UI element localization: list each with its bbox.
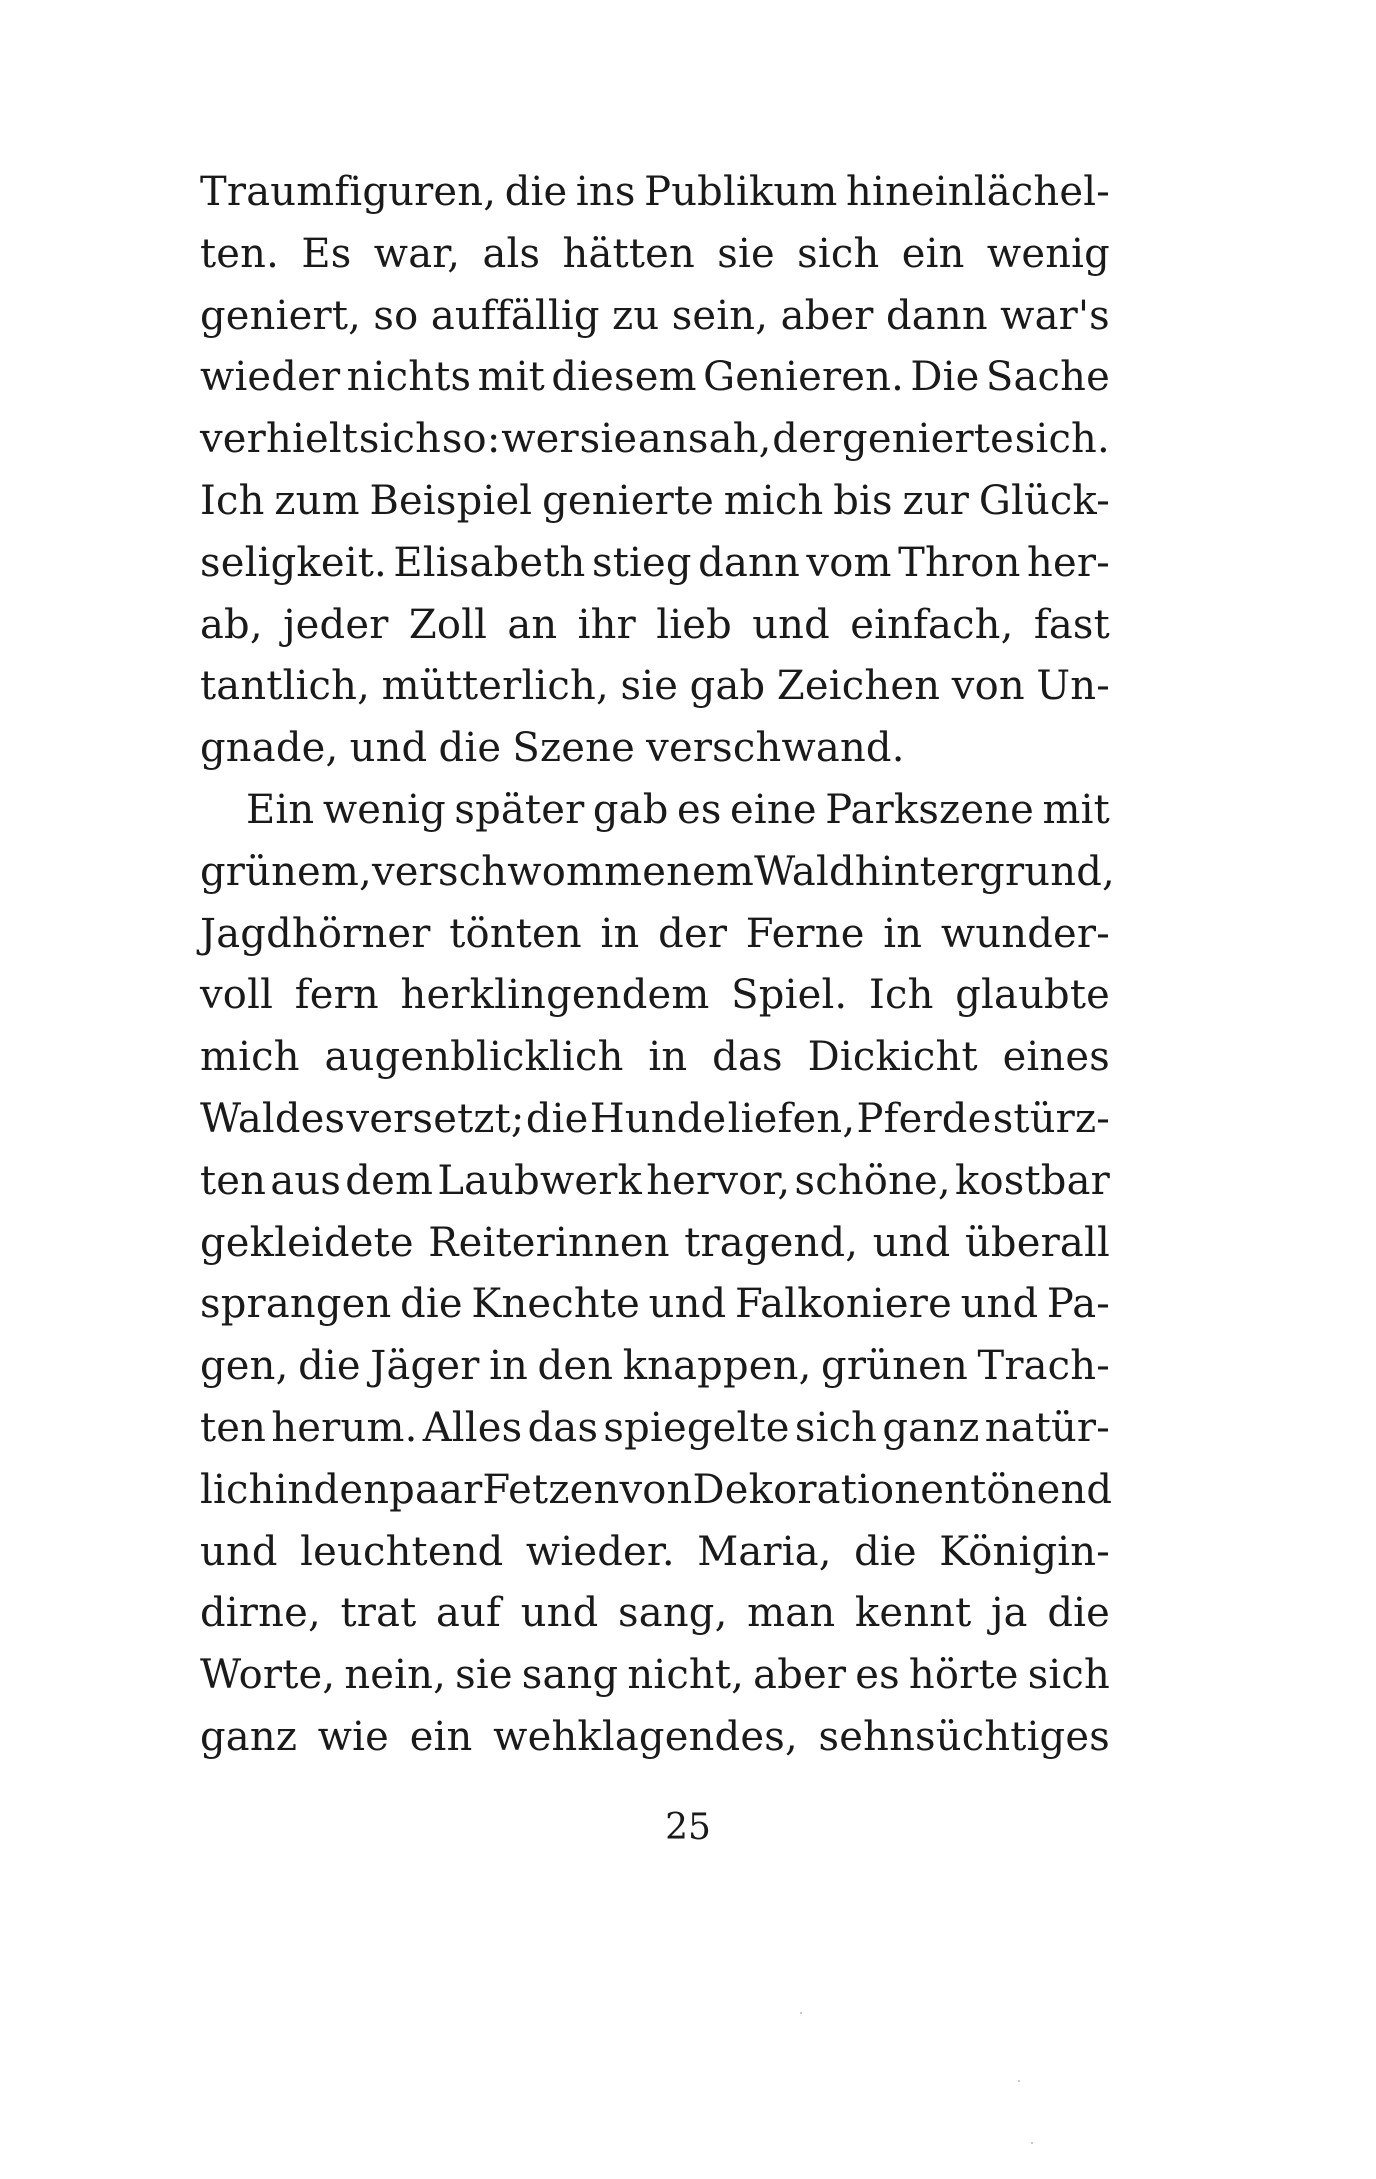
- word: hörte: [908, 1652, 1019, 1699]
- text-line: [200, 1707, 1110, 1769]
- word: Dickicht: [807, 1034, 978, 1081]
- word: die: [1047, 1590, 1110, 1637]
- word: das: [712, 1034, 783, 1081]
- word: Trach-: [977, 1343, 1110, 1390]
- text-line: [200, 1274, 1110, 1336]
- word: überall: [964, 1219, 1110, 1266]
- word: man: [747, 1590, 836, 1637]
- word: sang: [521, 1652, 619, 1699]
- word: Die: [910, 354, 980, 401]
- word: und: [349, 725, 428, 772]
- word: in: [489, 1343, 529, 1390]
- word: nein,: [344, 1652, 447, 1699]
- word: und: [648, 1281, 727, 1328]
- word: tönend: [970, 1466, 1113, 1513]
- word: und: [872, 1219, 951, 1266]
- text-line: [200, 904, 1110, 966]
- scan-speck: [1031, 2142, 1033, 2144]
- word: Pferde: [856, 1095, 992, 1142]
- word: genierte: [842, 416, 1014, 463]
- word: knappen,: [622, 1343, 812, 1390]
- word: schöne,: [794, 1157, 951, 1204]
- word: Publikum: [644, 169, 838, 215]
- word: vom: [806, 539, 892, 586]
- text-line: [200, 224, 1110, 286]
- word: war,: [373, 230, 461, 277]
- word: Thron: [898, 539, 1021, 586]
- word: ein: [409, 1713, 473, 1760]
- word: so:: [441, 416, 501, 463]
- word: die: [854, 1528, 917, 1575]
- word: sie: [455, 1652, 513, 1699]
- word: gab: [689, 663, 766, 710]
- word: hätten: [562, 230, 695, 277]
- word: sie: [579, 416, 638, 463]
- word: seligkeit.: [200, 539, 387, 586]
- word: eine: [730, 786, 817, 833]
- word: aber: [753, 1652, 847, 1699]
- word: die: [504, 169, 568, 215]
- text-line: [200, 1645, 1110, 1707]
- word: leuchtend: [300, 1528, 504, 1575]
- word: in: [600, 910, 640, 957]
- word: dann: [886, 292, 988, 339]
- word: bis: [833, 477, 893, 524]
- word: ja: [991, 1590, 1028, 1637]
- word: sehnsüchtiges: [818, 1713, 1110, 1760]
- word: Pa-: [1046, 1281, 1110, 1328]
- page-number: 25: [665, 1807, 711, 1848]
- word: augenblicklich: [324, 1034, 624, 1081]
- word: verschwand.: [646, 725, 905, 772]
- word: Hunde: [589, 1095, 727, 1142]
- word: Jagdhörner: [200, 910, 431, 957]
- word: mich: [200, 1034, 300, 1081]
- word: wenig: [986, 230, 1110, 277]
- word: Es: [301, 230, 352, 277]
- word: stürz-: [992, 1095, 1110, 1142]
- word: mit: [1042, 786, 1110, 833]
- word: der: [772, 416, 842, 463]
- word: Zoll: [408, 601, 488, 648]
- word: grünem,: [200, 848, 372, 895]
- word: in: [883, 910, 923, 957]
- word: ansah,: [637, 416, 772, 463]
- word: die: [298, 1343, 361, 1390]
- word: sich.: [1014, 416, 1110, 463]
- word: von: [951, 663, 1025, 710]
- text-line: [200, 409, 1110, 471]
- word: ten: [200, 1404, 267, 1451]
- word: wenig: [322, 786, 446, 833]
- word: Szene: [512, 725, 635, 772]
- word: Maria,: [697, 1528, 832, 1575]
- word: Elisabeth: [393, 539, 586, 586]
- word: verschwommenem: [371, 848, 755, 895]
- word: Alles: [422, 1404, 523, 1451]
- word: dirne,: [200, 1590, 321, 1637]
- word: in: [274, 1466, 314, 1513]
- word: Un-: [1036, 663, 1110, 710]
- word: liefen,: [727, 1095, 856, 1142]
- word: auffällig: [430, 292, 600, 339]
- word: nicht,: [627, 1652, 745, 1699]
- word: Ferne: [745, 910, 865, 957]
- text-line: [200, 1089, 1110, 1151]
- word: den: [537, 1343, 614, 1390]
- word: lich: [200, 1466, 275, 1513]
- word: jeder: [283, 601, 389, 648]
- word: gab: [592, 786, 669, 833]
- word: spiegelte: [603, 1404, 790, 1451]
- word: tantlich,: [200, 663, 371, 710]
- word: kennt: [854, 1590, 972, 1637]
- word: fern: [294, 972, 379, 1019]
- word: sie: [717, 230, 775, 277]
- text-line: [200, 533, 1110, 595]
- word: dann: [698, 539, 800, 586]
- word: Ich: [200, 477, 265, 524]
- word: glaubte: [955, 972, 1110, 1019]
- word: sich: [1027, 1652, 1110, 1699]
- word: es: [855, 1652, 900, 1699]
- word: kostbar: [955, 1157, 1110, 1204]
- body-text: [200, 162, 1115, 1769]
- text-line: [200, 347, 1110, 409]
- text-line: [200, 842, 1115, 904]
- word: Beispiel: [369, 477, 533, 524]
- word: ins: [575, 169, 636, 215]
- word: stieg: [591, 539, 692, 586]
- word: Knechte: [471, 1281, 641, 1328]
- word: Reiterinnen: [428, 1219, 670, 1266]
- word: Fetzen: [482, 1466, 620, 1513]
- word: das: [527, 1404, 599, 1451]
- word: Jäger: [370, 1343, 480, 1390]
- text-line: [200, 718, 1110, 780]
- word: Ein: [246, 786, 315, 833]
- word: Laubwerk: [437, 1157, 642, 1204]
- word: sie: [620, 663, 679, 710]
- word: Falkoniere: [734, 1281, 952, 1328]
- word: mütterlich,: [381, 663, 609, 710]
- word: in: [648, 1034, 688, 1081]
- scan-speck: [1018, 2080, 1020, 2082]
- word: Zeichen: [776, 663, 941, 710]
- word: war's: [1000, 292, 1110, 339]
- text-line: [200, 1522, 1110, 1584]
- word: und: [520, 1590, 599, 1637]
- word: Worte,: [200, 1652, 336, 1699]
- word: gnade,: [200, 725, 339, 772]
- word: es: [676, 786, 722, 833]
- word: grünen: [821, 1343, 968, 1390]
- word: ab,: [200, 601, 263, 648]
- word: und: [960, 1281, 1039, 1328]
- text-line: [200, 1213, 1110, 1275]
- word: die: [525, 1095, 589, 1142]
- word: hervor,: [646, 1157, 791, 1204]
- word: sich: [358, 416, 442, 463]
- text-line: [200, 780, 1110, 842]
- word: tönten: [449, 910, 582, 957]
- word: später: [454, 786, 585, 833]
- word: zum: [274, 477, 360, 524]
- word: ten.: [200, 230, 280, 277]
- text-line: [200, 471, 1110, 533]
- word: Ich: [869, 972, 934, 1019]
- word: einfach,: [850, 601, 1014, 648]
- word: paar: [389, 1466, 483, 1513]
- word: zu: [612, 292, 660, 339]
- word: mit: [477, 354, 545, 401]
- word: und: [752, 601, 830, 648]
- word: hineinlächel-: [846, 169, 1110, 215]
- word: natür-: [984, 1404, 1110, 1451]
- word: herum.: [271, 1404, 418, 1451]
- word: Spiel.: [731, 972, 848, 1019]
- word: sang,: [618, 1590, 728, 1637]
- word: ganz: [882, 1404, 980, 1451]
- word: Genieren.: [703, 354, 905, 401]
- word: Parkszene: [825, 786, 1035, 833]
- word: wunder-: [940, 910, 1110, 957]
- word: ten: [200, 1157, 267, 1204]
- word: her-: [1027, 539, 1110, 586]
- word: sein,: [671, 292, 769, 339]
- word: herklingendem: [400, 972, 710, 1019]
- word: sich: [797, 230, 880, 277]
- word: Königin-: [939, 1528, 1110, 1575]
- text-line: [200, 1398, 1110, 1460]
- word: gen,: [200, 1343, 289, 1390]
- text-line: [200, 1460, 1113, 1522]
- word: wieder: [200, 354, 341, 401]
- word: mich: [723, 477, 824, 524]
- word: die: [438, 725, 502, 772]
- word: Glück-: [978, 477, 1110, 524]
- word: trat: [340, 1590, 417, 1637]
- word: Dekorationen: [692, 1466, 971, 1513]
- word: Waldes: [200, 1095, 346, 1142]
- text-line: [200, 162, 1110, 224]
- word: der: [658, 910, 728, 957]
- text-line: [200, 656, 1110, 718]
- text-line: [200, 1151, 1110, 1213]
- word: als: [482, 230, 541, 277]
- word: aber: [780, 292, 874, 339]
- word: Waldhintergrund,: [754, 848, 1115, 895]
- word: auf: [436, 1590, 502, 1637]
- word: lieb: [656, 601, 732, 648]
- word: verhielt: [200, 416, 359, 463]
- word: sprangen: [200, 1281, 392, 1328]
- word: nichts: [346, 354, 472, 401]
- word: wer: [501, 416, 579, 463]
- word: ein: [901, 230, 965, 277]
- word: sich: [794, 1404, 878, 1451]
- word: ihr: [577, 601, 636, 648]
- text-line: [200, 595, 1110, 657]
- word: gekleidete: [200, 1219, 414, 1266]
- text-line: [200, 1336, 1110, 1398]
- text-line: [200, 965, 1110, 1027]
- word: eines: [1002, 1034, 1110, 1081]
- word: den: [313, 1466, 390, 1513]
- word: an: [507, 601, 558, 648]
- word: wieder.: [525, 1528, 675, 1575]
- scan-speck: [800, 2012, 802, 2014]
- word: Sache: [985, 354, 1110, 401]
- word: ganz: [200, 1713, 298, 1760]
- word: wie: [317, 1713, 390, 1760]
- text-line: [200, 1583, 1110, 1645]
- word: Traumfiguren,: [200, 169, 497, 215]
- word: geniert,: [200, 292, 362, 339]
- word: diesem: [551, 354, 697, 401]
- word: aus: [270, 1157, 342, 1204]
- word: und: [200, 1528, 278, 1575]
- word: dem: [345, 1157, 434, 1204]
- word: von: [619, 1466, 693, 1513]
- word: die: [400, 1281, 463, 1328]
- word: zur: [902, 477, 970, 524]
- word: wehklagendes,: [493, 1713, 798, 1760]
- word: versetzt;: [346, 1095, 525, 1142]
- word: tragend,: [684, 1219, 859, 1266]
- word: fast: [1033, 601, 1110, 648]
- word: voll: [200, 972, 274, 1019]
- text-line: [200, 286, 1110, 348]
- word: so: [373, 292, 419, 339]
- text-line: [200, 1027, 1110, 1089]
- word: genierte: [542, 477, 715, 524]
